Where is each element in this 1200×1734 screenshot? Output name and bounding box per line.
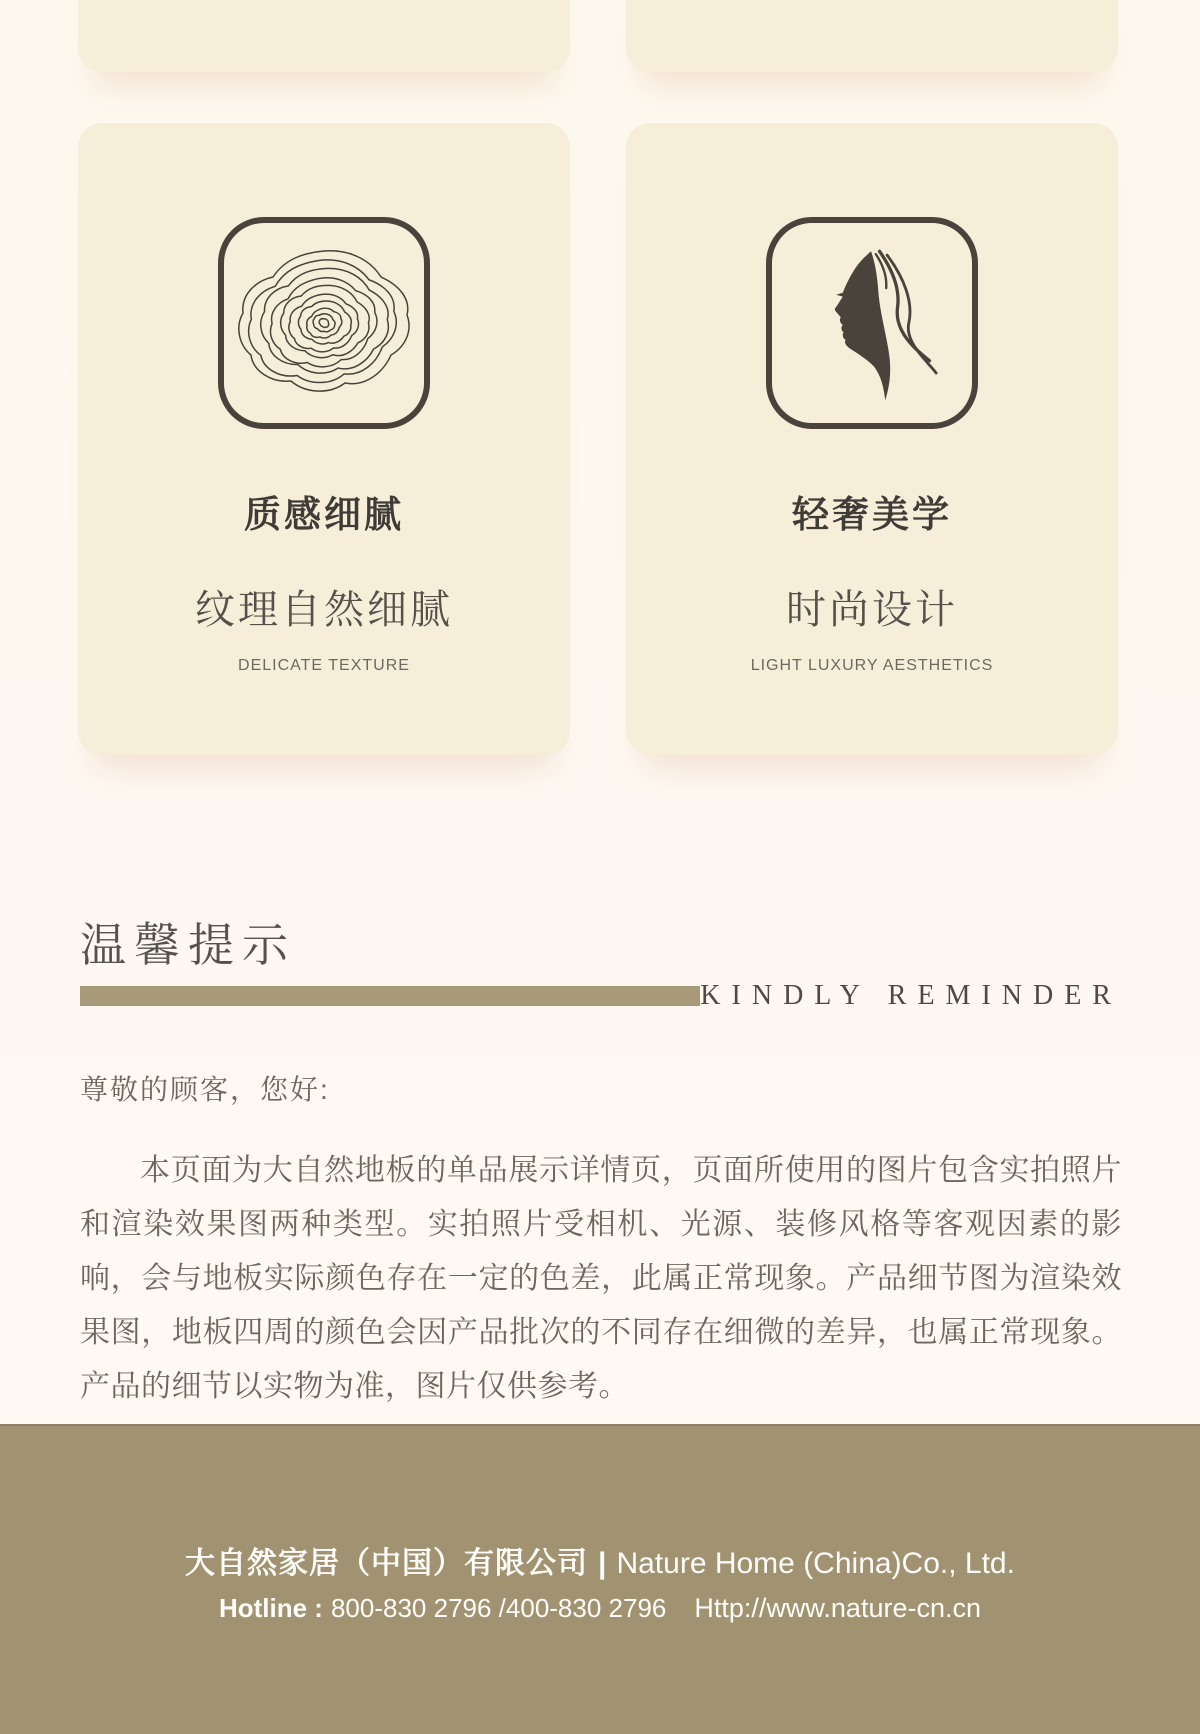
footer-hotline-numbers: 800-830 2796 /400-830 2796 — [330, 1593, 667, 1623]
footer-website: Http://www.nature-cn.cn — [694, 1593, 982, 1623]
feature-subtitle: 纹理自然细腻 — [195, 588, 453, 633]
footer-company-line — [0, 1544, 1200, 1583]
footer-hotline-label: Hotline : — [218, 1593, 323, 1623]
reminder-body: 本页面为大自然地板的单品展示详情页，页面所使用的图片包含实拍照片和渲染效果图两种类型。实拍照片受相机、光源、装修风格等客观因素的影响，会与地板实际颜色存在一定的色差，此属正常现象。产品细节图为渲染效果图，地板四周的颜色会因产品批次的不同存在细微的差异，也属正常现象。产品的细节以实物为准，图片仅供参考。 — [80, 1154, 1122, 1403]
wood-rings-graphic — [233, 247, 415, 399]
woman-profile-graphic — [772, 223, 972, 423]
feature-title: 轻奢美学 — [792, 494, 952, 535]
feature-subtitle: 时尚设计 — [786, 588, 958, 633]
feature-caption-en: DELICATE TEXTURE — [238, 657, 410, 675]
feature-card-aesthetics — [626, 123, 1118, 755]
reminder-greeting: 尊敬的顾客，您好: — [80, 1074, 330, 1105]
woman-profile-icon — [766, 217, 978, 429]
footer-company-en: Nature Home (China)Co., Ltd. — [616, 1547, 1015, 1580]
footer-separator: | — [598, 1547, 607, 1580]
page-footer — [0, 1424, 1200, 1734]
reminder-title-cn: 温馨提示 — [80, 919, 296, 971]
card-top-left-partial — [78, 0, 570, 72]
wood-rings-icon — [218, 217, 430, 429]
footer-company-cn: 大自然家居（中国）有限公司 — [185, 1547, 589, 1580]
feature-caption-en: LIGHT LUXURY AESTHETICS — [750, 657, 994, 675]
feature-title: 质感细腻 — [244, 494, 404, 535]
footer-contact-line — [0, 1591, 1200, 1626]
feature-card-texture — [78, 123, 570, 755]
reminder-title-en: KINDLY REMINDER — [700, 980, 1122, 1011]
accent-bar — [80, 986, 700, 1006]
reminder-header-row — [80, 980, 1122, 1012]
card-top-right-partial — [626, 0, 1118, 72]
